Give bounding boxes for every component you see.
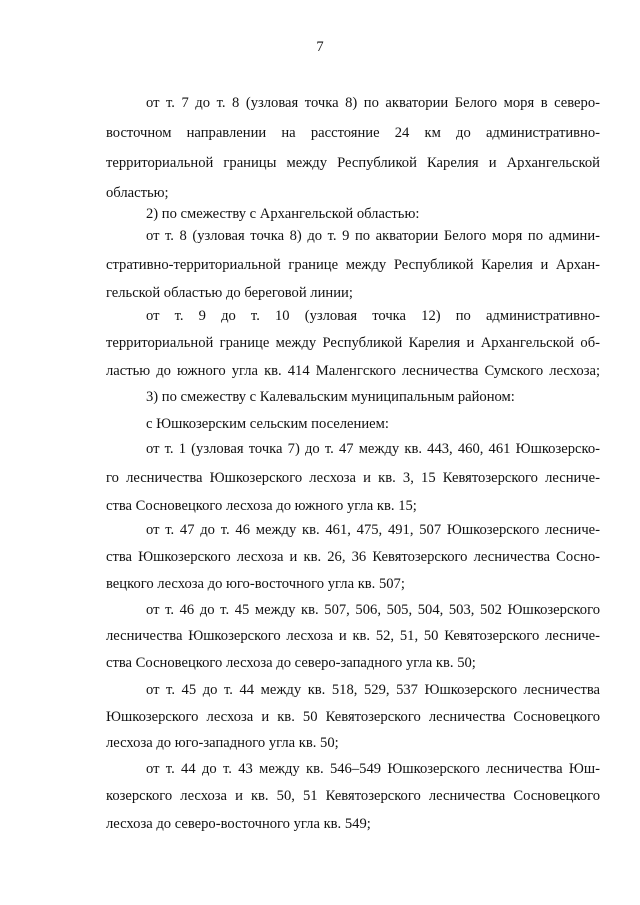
text-line: лесничества Юшкозерского лесхоза и кв. 52, 51, 50 Кевятозерского лесниче- [106,628,600,644]
text-line: областью; [106,185,169,201]
text-line: гельской областью до береговой линии; [106,285,353,301]
text-line: от т. 8 (узловая точка 8) до т. 9 по акватории Белого моря по админи- [146,228,600,244]
text-line: ластью до южного угла кв. 414 Маленгского лесничества Сумского лесхоза; [106,363,600,379]
text-line: лесхоза до северо-восточного угла кв. 549; [106,816,371,832]
text-line: козерского лесхоза и кв. 50, 51 Кевятозерского лесничества Сосновецкого [106,788,600,804]
text-line: территориальной границы между Республикой Карелия и Архангельской [106,155,600,171]
page-number: 7 [316,39,324,55]
text-line: от т. 44 до т. 43 между кв. 546–549 Юшкозерского лесничества Юш- [146,761,600,777]
text-line: Юшкозерского лесхоза и кв. 50 Кевятозерского лесничества Сосновецкого [106,709,600,725]
text-line: от т. 47 до т. 46 между кв. 461, 475, 491, 507 Юшкозерского лесниче- [146,522,600,538]
text-line: восточном направлении на расстояние 24 км до административно- [106,125,600,141]
text-line: территориальной границе между Республикой Карелия и Архангельской об- [106,335,600,351]
text-line: ства Сосновецкого лесхоза до северо-западного угла кв. 50; [106,655,476,671]
text-line: стративно-территориальной границе между Республикой Карелия и Архан- [106,257,600,273]
text-line: 3) по смежеству с Калевальским муниципальным районом: [146,389,515,405]
text-line: от т. 7 до т. 8 (узловая точка 8) по акватории Белого моря в северо- [146,95,600,111]
text-line: от т. 46 до т. 45 между кв. 507, 506, 505, 504, 503, 502 Юшкозерского [146,602,600,618]
text-line: ства Юшкозерского лесхоза и кв. 26, 36 Кевятозерского лесничества Сосно- [106,549,600,565]
text-line: 2) по смежеству с Архангельской областью: [146,206,420,222]
text-line: вецкого лесхоза до юго-восточного угла кв. 507; [106,576,405,592]
text-line: ства Сосновецкого лесхоза до южного угла кв. 15; [106,498,417,514]
text-line: лесхоза до юго-западного угла кв. 50; [106,735,339,751]
text-line: от т. 1 (узловая точка 7) до т. 47 между кв. 443, 460, 461 Юшкозерско- [146,441,600,457]
text-line: с Юшкозерским сельским поселением: [146,416,389,432]
text-line: от т. 45 до т. 44 между кв. 518, 529, 537 Юшкозерского лесничества [146,682,600,698]
text-line: го лесничества Юшкозерского лесхоза и кв. 3, 15 Кевятозерского лесниче- [106,470,600,486]
text-line: от т. 9 до т. 10 (узловая точка 12) по административно- [146,308,600,324]
